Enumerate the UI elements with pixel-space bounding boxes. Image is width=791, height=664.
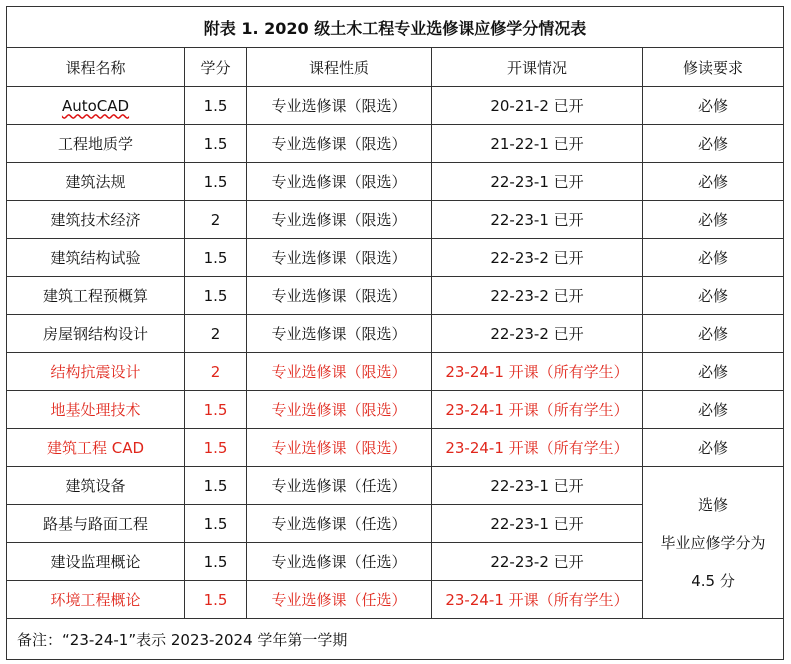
course-credit: 2 bbox=[185, 315, 247, 353]
course-type: 专业选修课（限选） bbox=[247, 239, 432, 277]
course-credit: 1.5 bbox=[185, 429, 247, 467]
course-name bbox=[7, 87, 185, 125]
course-type: 专业选修课（任选） bbox=[247, 505, 432, 543]
course-requirement: 必修 bbox=[643, 87, 784, 125]
course-type: 专业选修课（任选） bbox=[247, 581, 432, 619]
course-credit: 2 bbox=[185, 201, 247, 239]
course-credit: 1.5 bbox=[185, 125, 247, 163]
course-name: 建筑结构试验 bbox=[7, 239, 185, 277]
course-requirement: 必修 bbox=[643, 239, 784, 277]
course-type: 专业选修课（限选） bbox=[247, 315, 432, 353]
table-row bbox=[7, 163, 784, 201]
course-name: 建筑法规 bbox=[7, 163, 185, 201]
header-row bbox=[7, 48, 784, 87]
course-name: 结构抗震设计 bbox=[7, 353, 185, 391]
course-credit: 2 bbox=[185, 353, 247, 391]
course-status: 23-24-1 开课（所有学生） bbox=[432, 429, 643, 467]
course-name: 地基处理技术 bbox=[7, 391, 185, 429]
course-requirement: 必修 bbox=[643, 163, 784, 201]
course-status: 23-24-1 开课（所有学生） bbox=[432, 391, 643, 429]
course-status: 22-23-2 已开 bbox=[432, 315, 643, 353]
course-name: 房屋钢结构设计 bbox=[7, 315, 185, 353]
course-requirement: 必修 bbox=[643, 201, 784, 239]
course-type: 专业选修课（限选） bbox=[247, 391, 432, 429]
course-name: 环境工程概论 bbox=[7, 581, 185, 619]
course-status: 23-24-1 开课（所有学生） bbox=[432, 581, 643, 619]
elective-credits-table bbox=[6, 6, 784, 660]
table-row bbox=[7, 87, 784, 125]
course-credit: 1.5 bbox=[185, 239, 247, 277]
course-credit: 1.5 bbox=[185, 543, 247, 581]
course-status: 22-23-1 已开 bbox=[432, 163, 643, 201]
course-type: 专业选修课（限选） bbox=[247, 277, 432, 315]
course-status: 20-21-2 已开 bbox=[432, 87, 643, 125]
course-requirement: 必修 bbox=[643, 125, 784, 163]
course-name-text: AutoCAD bbox=[61, 96, 130, 115]
course-type: 专业选修课（任选） bbox=[247, 543, 432, 581]
table-row bbox=[7, 315, 784, 353]
table-row bbox=[7, 201, 784, 239]
table-row bbox=[7, 277, 784, 315]
course-requirement: 必修 bbox=[643, 391, 784, 429]
course-status: 22-23-2 已开 bbox=[432, 543, 643, 581]
course-name: 建筑工程预概算 bbox=[7, 277, 185, 315]
course-status: 23-24-1 开课（所有学生） bbox=[432, 353, 643, 391]
course-credit: 1.5 bbox=[185, 467, 247, 505]
course-credit: 1.5 bbox=[185, 163, 247, 201]
elective-requirement-line3: 4.5 分 bbox=[691, 571, 735, 590]
course-type: 专业选修课（限选） bbox=[247, 429, 432, 467]
elective-requirement bbox=[643, 467, 784, 619]
course-type: 专业选修课（限选） bbox=[247, 353, 432, 391]
course-name: 建设监理概论 bbox=[7, 543, 185, 581]
table-footnote: 备注：“23-24-1”表示 2023-2024 学年第一学期 bbox=[7, 619, 784, 660]
course-type: 专业选修课（限选） bbox=[247, 125, 432, 163]
table-row bbox=[7, 429, 784, 467]
course-status: 21-22-1 已开 bbox=[432, 125, 643, 163]
table-row bbox=[7, 125, 784, 163]
course-credit: 1.5 bbox=[185, 581, 247, 619]
course-credit: 1.5 bbox=[185, 87, 247, 125]
course-status: 22-23-1 已开 bbox=[432, 467, 643, 505]
course-type: 专业选修课（限选） bbox=[247, 163, 432, 201]
course-status: 22-23-1 已开 bbox=[432, 201, 643, 239]
course-credit: 1.5 bbox=[185, 277, 247, 315]
course-name: 路基与路面工程 bbox=[7, 505, 185, 543]
course-type: 专业选修课（限选） bbox=[247, 87, 432, 125]
header-requirement: 修读要求 bbox=[643, 48, 784, 87]
course-requirement: 必修 bbox=[643, 315, 784, 353]
table-row bbox=[7, 353, 784, 391]
course-requirement: 必修 bbox=[643, 429, 784, 467]
course-type: 专业选修课（任选） bbox=[247, 467, 432, 505]
course-status: 22-23-2 已开 bbox=[432, 239, 643, 277]
course-requirement: 必修 bbox=[643, 353, 784, 391]
course-status: 22-23-2 已开 bbox=[432, 277, 643, 315]
table-row bbox=[7, 239, 784, 277]
header-offering-status: 开课情况 bbox=[432, 48, 643, 87]
course-name: 建筑工程 CAD bbox=[7, 429, 185, 467]
elective-requirement-line1: 选修 bbox=[698, 495, 729, 514]
course-credit: 1.5 bbox=[185, 505, 247, 543]
course-name: 建筑设备 bbox=[7, 467, 185, 505]
table-title: 附表 1. 2020 级土木工程专业选修课应修学分情况表 bbox=[7, 7, 784, 48]
table-row bbox=[7, 467, 784, 505]
course-requirement: 必修 bbox=[643, 277, 784, 315]
course-credit: 1.5 bbox=[185, 391, 247, 429]
header-credit: 学分 bbox=[185, 48, 247, 87]
course-name: 建筑技术经济 bbox=[7, 201, 185, 239]
elective-requirement-line2: 毕业应修学分为 bbox=[660, 533, 766, 552]
header-course-type: 课程性质 bbox=[247, 48, 432, 87]
course-status: 22-23-1 已开 bbox=[432, 505, 643, 543]
table-row bbox=[7, 391, 784, 429]
course-type: 专业选修课（限选） bbox=[247, 201, 432, 239]
header-course-name: 课程名称 bbox=[7, 48, 185, 87]
course-name: 工程地质学 bbox=[7, 125, 185, 163]
